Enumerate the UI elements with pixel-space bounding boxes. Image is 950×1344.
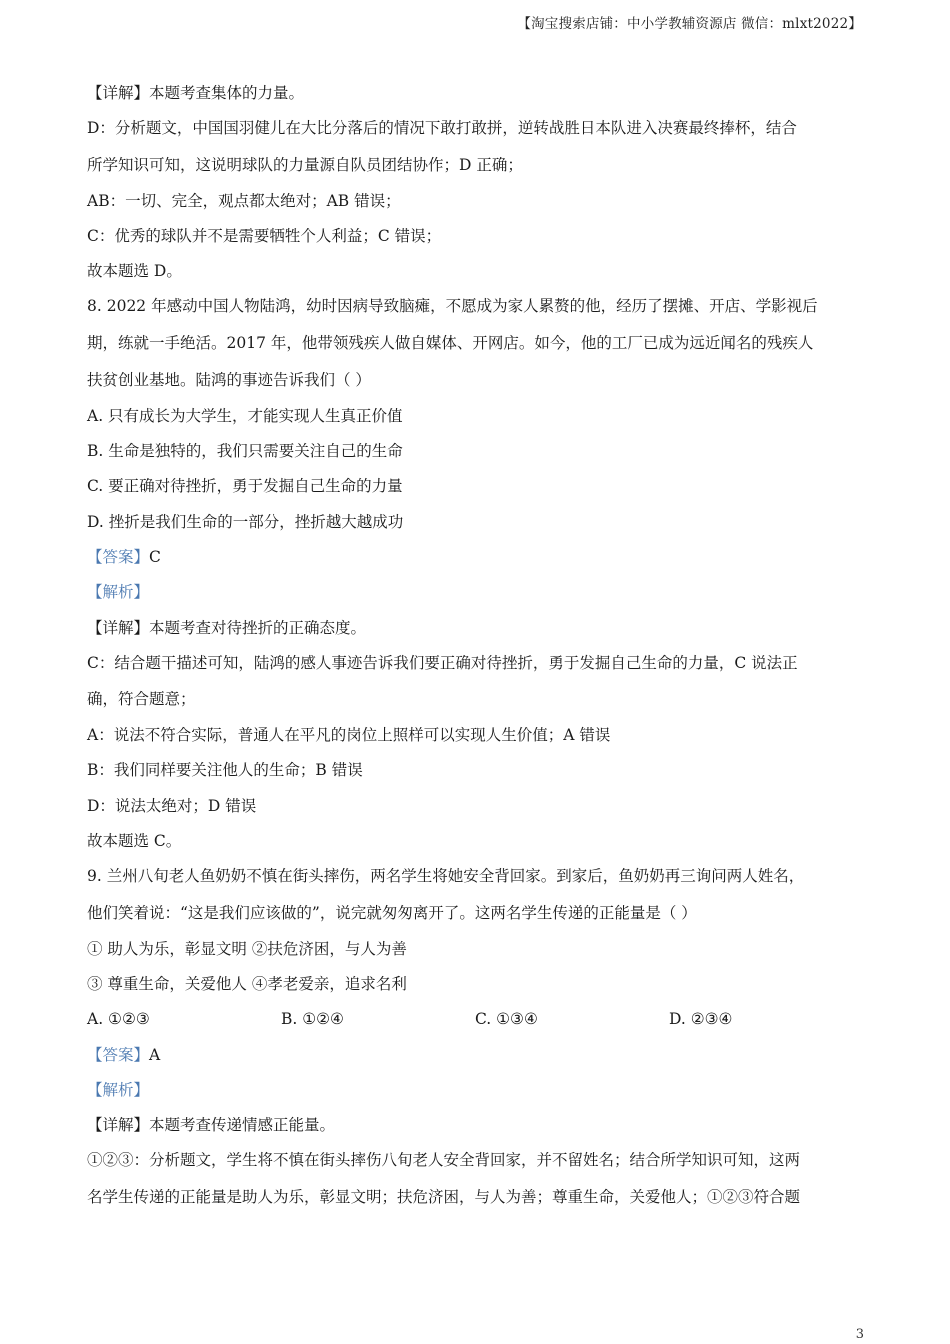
text-line: ①②③：分析题文，学生将不慎在街头摔伤八旬老人安全背回家，并不留姓名；结合所学知识可知，这两 xyxy=(87,1151,801,1170)
question-9-statements: ③ 尊重生命，关爱他人 ④孝老爱亲，追求名利 xyxy=(87,974,407,993)
text-line: A：说法不符合实际，普通人在平凡的岗位上照样可以实现人生价值；A 错误 xyxy=(87,726,611,745)
page-number: 3 xyxy=(855,1327,864,1342)
text-line: 【详解】本题考查传递情感正能量。 xyxy=(87,1116,336,1135)
text-line: C：结合题干描述可知，陆鸿的感人事迹告诉我们要正确对待挫折，勇于发掘自己生命的力量，C 说法正 xyxy=(87,653,798,672)
question-9-option-d: D. ②③④ xyxy=(669,1010,733,1029)
analysis-9-heading xyxy=(87,1073,865,1108)
question-9-statements: ① 助人为乐，彰显文明 ②扶危济困，与人为善 xyxy=(87,939,407,958)
text-line: D：说法太绝对；D 错误 xyxy=(87,796,257,815)
question-8-option-a: A. 只有成长为大学生，才能实现人生真正价值 xyxy=(87,406,403,425)
text-line: 【详解】本题考查对待挫折的正确态度。 xyxy=(87,618,367,637)
answer-8 xyxy=(87,540,865,575)
text-line: 名学生传递的正能量是助人为乐，彰显文明；扶危济困，与人为善；尊重生命，关爱他人；①②③符合题 xyxy=(87,1187,801,1206)
question-8-stem: 期，练就一手绝活。2017 年，他带领残疾人做自媒体、开网店。如今，他的工厂已成为远近闻名的残疾人 xyxy=(87,333,814,352)
question-8-option-d: D. 挫折是我们生命的一部分，挫折越大越成功 xyxy=(87,512,404,531)
answer-9 xyxy=(87,1038,865,1073)
text-line: 故本题选 C。 xyxy=(87,832,182,851)
text-line: 【详解】本题考查集体的力量。 xyxy=(87,84,305,102)
page-header-watermark: 【淘宝搜索店铺：中小学教辅资源店 微信：mlxt2022】 xyxy=(517,16,862,32)
question-9-option-b: B. ①②④ xyxy=(281,1010,344,1029)
question-9-option-c: C. ①③④ xyxy=(475,1010,538,1029)
question-8-option-b: B. 生命是独特的，我们只需要关注自己的生命 xyxy=(87,442,403,461)
text-line: 故本题选 D。 xyxy=(87,262,182,281)
analysis-8-heading xyxy=(87,575,865,610)
text-line: D：分析题文，中国国羽健儿在大比分落后的情况下敢打敢拼，逆转战胜日本队进入决赛最终捧杯，结合 xyxy=(87,119,797,138)
answer-value: C xyxy=(149,547,161,566)
text-line: 所学知识可知，这说明球队的力量源自队员团结协作；D 正确； xyxy=(87,155,523,174)
question-9-option-a: A. ①②③ xyxy=(87,1010,150,1029)
answer-tag: 【答案】 xyxy=(87,547,150,566)
document-body xyxy=(87,76,865,1216)
question-8-stem: 8. 2022 年感动中国人物陆鸿，幼时因病导致脑瘫，不愿成为家人累赘的他，经历了摆摊、开店、学影视后 xyxy=(87,297,818,316)
text-line: C：优秀的球队并不是需要牺牲个人利益；C 错误； xyxy=(87,226,442,245)
text-line: B：我们同样要关注他人的生命；B 错误 xyxy=(87,761,363,780)
question-8-option-c: C. 要正确对待挫折，勇于发掘自己生命的力量 xyxy=(87,477,403,496)
text-line: 确，符合题意； xyxy=(87,690,196,709)
text-line: AB：一切、完全，观点都太绝对；AB 错误； xyxy=(87,191,401,210)
analysis-tag: 【解析】 xyxy=(87,583,150,602)
question-9-options xyxy=(87,1002,865,1037)
question-8-stem: 扶贫创业基地。陆鸿的事迹告诉我们（ ） xyxy=(87,370,371,389)
answer-tag: 【答案】 xyxy=(87,1045,150,1064)
answer-value: A xyxy=(149,1045,161,1064)
question-9-stem: 9. 兰州八旬老人鱼奶奶不慎在街头摔伤，两名学生将她安全背回家。到家后，鱼奶奶再三询问两人姓名， xyxy=(87,867,805,886)
analysis-tag: 【解析】 xyxy=(87,1080,150,1099)
question-9-stem: 他们笑着说：“这是我们应该做的”，说完就匆匆离开了。这两名学生传递的正能量是（ ） xyxy=(87,903,697,922)
